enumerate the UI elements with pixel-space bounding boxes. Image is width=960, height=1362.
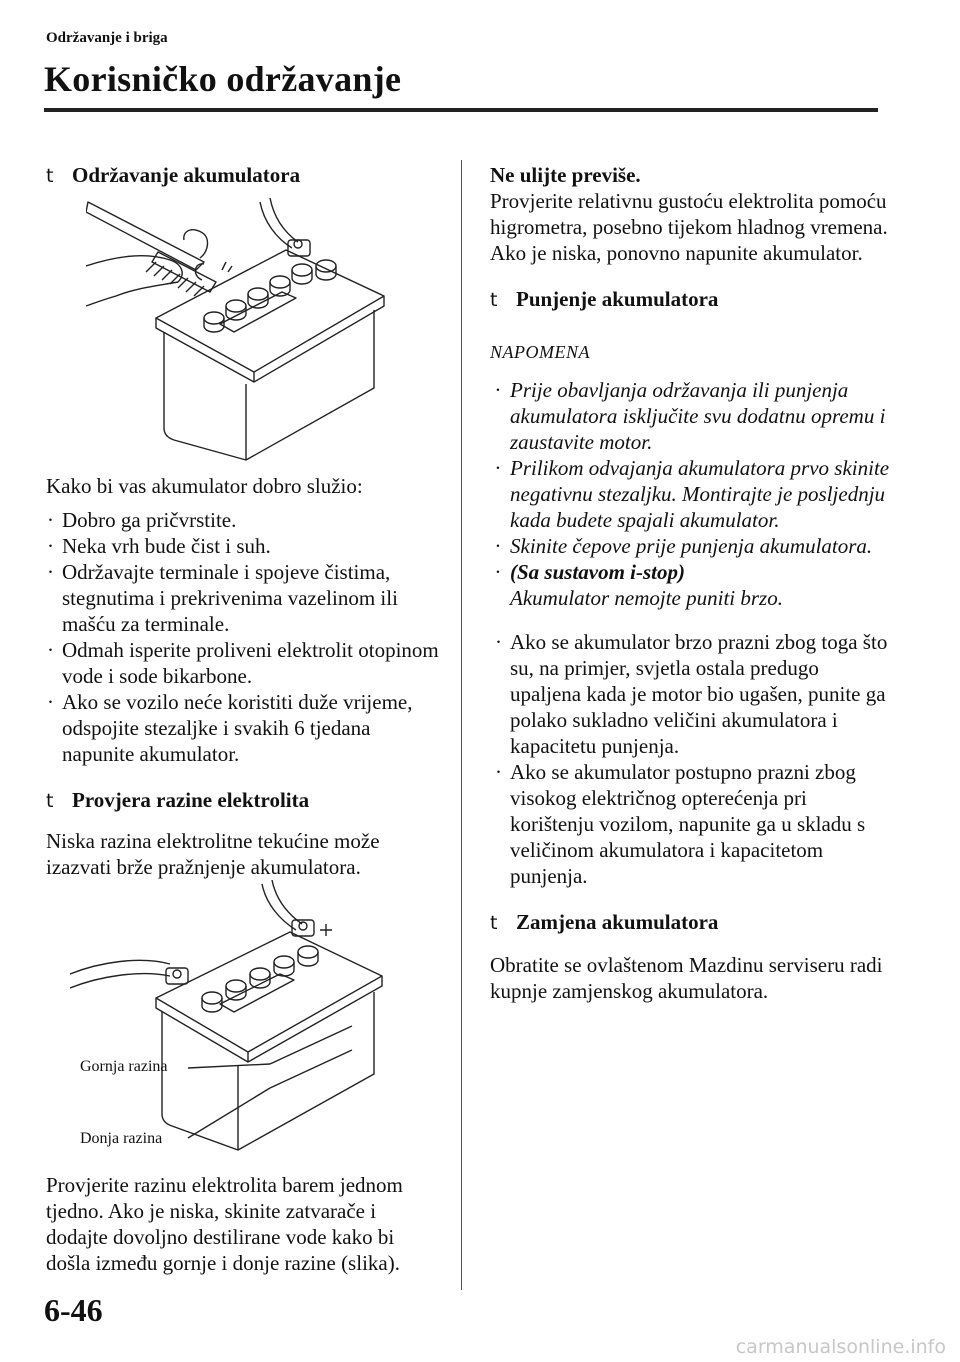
battery-cleaning-figure [86,192,406,462]
list-item: · Prilikom odvajanja akumulatora prvo skinite negativnu stezaljku. Montirajte je posljednju kada budete spajali akumulator. [495,456,890,532]
bullet-icon: · [47,534,54,558]
page-title: Korisničko održavanje [44,59,402,99]
bullet-icon: · [495,534,501,558]
bullet-icon: · [495,378,501,402]
lower-level-label: Donja razina [80,1130,163,1147]
check-text: Provjerite razinu elektrolita barem jednom tjedno. Ako je niska, skinite zatvarače i dodajte dovoljno destilirane vode kako bi došla između gornje i donje razine (slika). [46,1173,403,1275]
column-divider [461,160,462,1290]
upper-level-label: Gornja razina [80,1058,168,1075]
breadcrumb: Održavanje i briga [46,30,168,46]
heading-text: Zamjena akumulatora [516,910,719,934]
bullet-icon: · [47,508,54,532]
heading-electrolyte-level [46,787,441,814]
note-list [494,377,890,611]
list-item: · Neka vrh bude čist i suh. [47,534,271,558]
bullet-icon: · [47,638,54,662]
heading-replacement [490,909,890,936]
heading-charging [490,286,890,313]
section-marker-icon: t [490,289,498,311]
list-item: · Odmah isperite proliveni elektrolit otopinom vode i sode bikarbone. [47,638,439,688]
level-text: Niska razina elektrolitne tekućine može izazvati brže pražnjenje akumulatora. [46,829,380,879]
intro-text: Kako bi vas akumulator dobro služio: [46,474,363,498]
charging-list [494,629,890,889]
list-item: · Skinite čepove prije punjenja akumulatora. [495,534,873,558]
warning-text: Provjerite relativnu gustoću elektrolita pomoću higrometra, posebno tijekom hladnog vremena. Ako je niska, ponovno napunite akumulator. [490,189,888,265]
bullet-icon: · [495,456,501,480]
section-marker-icon: t [46,165,54,187]
electrolyte-level-figure [70,880,400,1160]
heading-text: Provjera razine elektrolita [72,788,310,812]
page-number: 6-46 [44,1292,103,1328]
section-marker-icon: t [490,912,498,934]
bullet-icon: · [495,560,501,584]
list-item: · Ako se vozilo neće koristiti duže vrijeme, odspojite stezaljke i svakih 6 tjedana napunite akumulator. [47,690,413,766]
title-rule [44,108,878,112]
bullet-icon: · [47,560,54,584]
watermark: carmanualsonline.info [735,1336,946,1358]
list-item: · Dobro ga pričvrstite. [47,508,237,532]
list-item: · Održavajte terminale i spojeve čistima, stegnutima i prekrivenima vazelinom ili mašću za terminale. [47,560,398,636]
list-item: · (Sa sustavom i-stop) Akumulator nemojte puniti brzo. [495,560,783,610]
replacement-text: Obratite se ovlaštenom Mazdinu serviseru radi kupnje zamjenskog akumulatora. [490,953,883,1003]
bullet-icon: · [47,690,54,714]
warning-title: Ne ulijte previše. [490,163,641,187]
list-item: · Prije obavljanja održavanja ili punjenja akumulatora isključite svu dodatnu opremu i zaustavite motor. [495,378,886,454]
list-item: · Ako se akumulator postupno prazni zbog visokog električnog opterećenja pri korištenju vozilom, napunite ga u skladu s veličinom akumulatora i kapacitetom punjenja. [495,760,866,888]
note-label: NAPOMENA [490,342,590,362]
right-column [490,162,890,1004]
heading-battery-maintenance [46,162,441,189]
list-item: · Ako se akumulator brzo prazni zbog toga što su, na primjer, svjetla ostala predugo upaljena kada je motor bio ugašen, punite ga polako sukladno veličini akumulatora i kapacitetu punjenja. [495,630,888,758]
section-marker-icon: t [46,790,54,812]
heading-text: Punjenje akumulatora [516,287,719,311]
bullet-icon: · [495,630,502,654]
bullet-icon: · [495,760,502,784]
maintenance-list [46,507,441,767]
heading-text: Održavanje akumulatora [72,163,301,187]
